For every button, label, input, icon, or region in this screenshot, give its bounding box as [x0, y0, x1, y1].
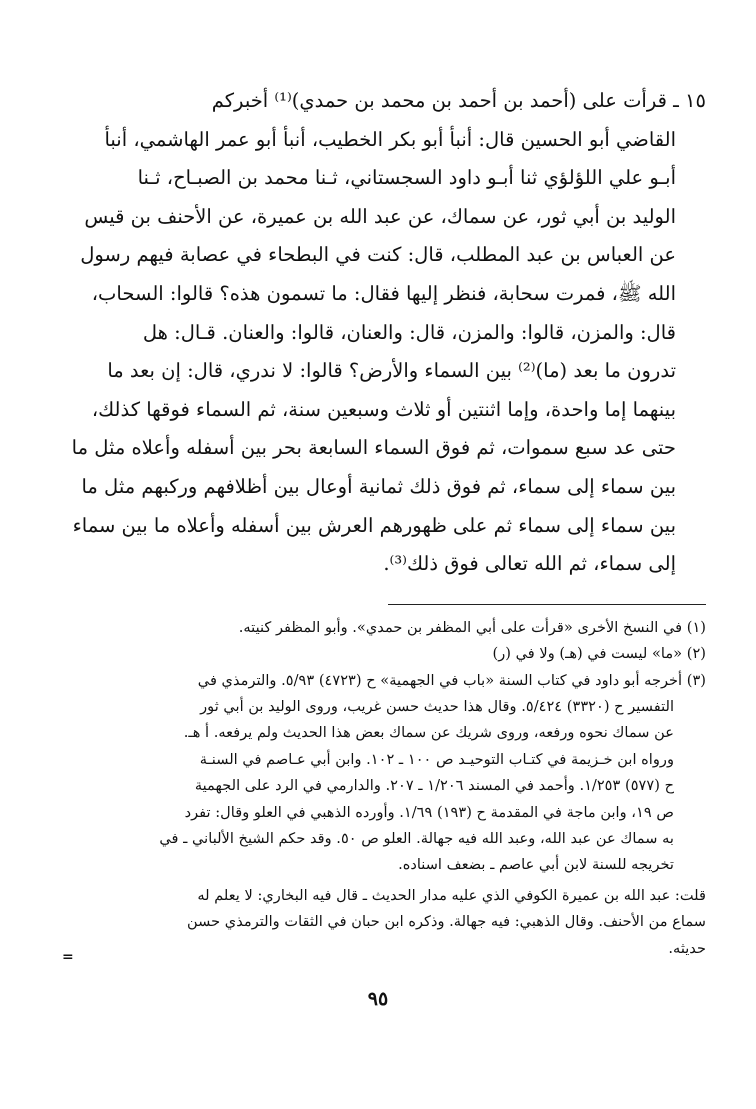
footnote-2: (٢) «ما» ليست في (هـ) ولا في (ر)	[492, 645, 706, 663]
main-text-line-8: تدرون ما بعد (ما)⁽²⁾ بين السماء والأرض؟ قالوا: لا ندري، قال: إن بعد ما	[107, 359, 676, 383]
main-text-line-4: الوليد بن أبي ثور، عن سماك، عن عبد الله بن عميرة، عن الأحنف بن قيس	[84, 204, 676, 228]
main-text	[64, 82, 706, 584]
footnote-3-line-2: التفسير ح (٣٣٢٠) ٥/٤٢٤. وقال هذا حديث حسن غريب، وروى الوليد بن أبي ثور	[200, 697, 674, 715]
main-text-line-9: بينهما إما واحدة، وإما اثنتين أو ثلاث وسبعين سنة، ثم السماء فوقها كذلك،	[91, 397, 676, 421]
footnote-1: (١) في النسخ الأخرى «قرأت على أبي المظفر بن حمدي». وأبو المظفر كنيته.	[238, 618, 706, 636]
main-text-line-12: بين سماء إلى سماء ثم على ظهورهم العرش بين أسفله وأعلاه ما بين سماء	[72, 513, 676, 537]
main-text-line-2: القاضي أبو الحسين قال: أنبأ أبو بكر الخطيب، أنبأ أبو عمر الهاشمي، أنبأ	[104, 127, 676, 151]
main-text-line-13: إلى سماء، ثم الله تعالى فوق ذلك⁽³⁾.	[383, 552, 676, 576]
footnote-comment-line-3: حديثه.	[668, 939, 706, 957]
continuation-mark: =	[62, 949, 74, 965]
page-body	[64, 82, 706, 962]
main-text-line-6: الله ﷺ، فمرت سحابة، فنظر إليها فقال: ما تسمون هذه؟ قالوا: السحاب،	[91, 281, 676, 305]
main-text-line-10: حتى عد سبع سموات، ثم فوق السماء السابعة بحر بين أسفله وأعلاه مثل ما	[71, 436, 676, 460]
main-text-line-3: أبـو علي اللؤلؤي ثنا أبـو داود السجستاني، ثـنا محمد بن الصبـاح، ثـنا	[137, 166, 676, 190]
footnotes	[64, 615, 706, 962]
footnote-3-line-6: ص ١٩، وابن ماجة في المقدمة ح (١٩٣) ١/٦٩. وأورده الذهبي في العلو وقال: تفرد	[184, 803, 674, 821]
footnote-3-line-8: تخريجه للسنة لابن أبي عاصم ـ بضعف اسناده.	[398, 856, 674, 874]
footnote-divider	[388, 604, 706, 605]
footnote-comment-line-1: قلت: عبد الله بن عميرة الكوفي الذي عليه مدار الحديث ـ قال فيه البخاري: لا يعلم له	[197, 886, 706, 904]
main-text-line-1: ١٥ ـ قرأت على (أحمد بن أحمد بن محمد بن حمدي)⁽¹⁾ أخبركم	[211, 89, 706, 112]
main-text-line-11: بين سماء إلى سماء، ثم فوق ذلك ثمانية أوعال بين أظلافهم وركبهم مثل ما	[81, 474, 676, 498]
footnote-comment-line-2: سماع من الأحنف. وقال الذهبي: فيه جهالة. وذكره ابن حبان في الثقات والترمذي حسن	[187, 913, 706, 931]
footnote-3-line-1: (٣) أخرجه أبو داود في كتاب السنة «باب في الجهمية» ح (٤٧٢٣) ٥/٩٣. والترمذي في	[197, 671, 706, 689]
page-number: ٩٥	[367, 988, 389, 1010]
footnote-3-line-3: عن سماك نحوه ورفعه، وروى شريك عن سماك بعض هذا الحديث ولم يرفعه. أ هـ.	[183, 724, 674, 742]
footnote-3-line-5: ح (٥٧٧) ١/٢٥٣. وأحمد في المسند ١/٢٠٦ ـ ٢٠٧. والدارمي في الرد على الجهمية	[194, 777, 674, 795]
main-text-line-5: عن العباس بن عبد المطلب، قال: كنت في البطحاء في عصابة فيهم رسول	[80, 243, 676, 267]
footnote-3-line-7: به سماك عن عبد الله، وعبد الله فيه جهالة. العلو ص ٥٠. وقد حكم الشيخ الألباني ـ في	[159, 829, 674, 847]
footnote-3-line-4: ورواه ابن خـزيمة في كتـاب التوحيـد ص ١٠٠ ـ ١٠٢. وابن أبي عـاصم في السنـة	[199, 750, 674, 768]
main-text-line-7: قال: والمزن، قالوا: والمزن، قال: والعنان، قالوا: والعنان. قـال: هل	[142, 320, 676, 344]
